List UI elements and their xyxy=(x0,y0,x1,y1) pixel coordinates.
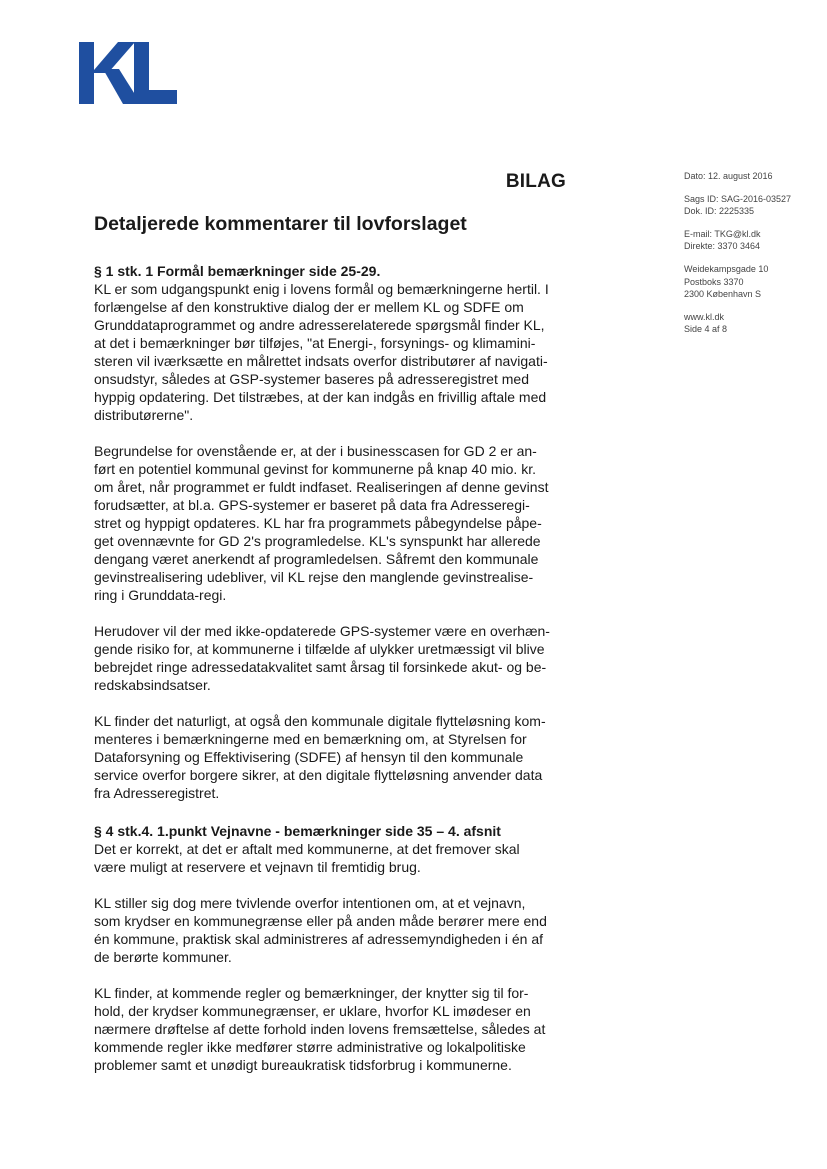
meta-block xyxy=(684,193,824,218)
kl-logo-mark xyxy=(79,42,177,104)
text-line: Det er korrekt, at det er aftalt med kommunerne, at det fremover skal xyxy=(94,841,520,857)
text-line: én kommune, praktisk skal administreres af adressemyndigheden i én af xyxy=(94,931,543,947)
paragraph xyxy=(94,840,584,876)
meta-row: 2300 København S xyxy=(684,289,762,300)
text-line: bebrejdet ringe adressedatakvalitet samt årsag til forsinkede akut- og be- xyxy=(94,659,547,675)
paragraph xyxy=(94,622,584,694)
meta-row: www.kl.dk xyxy=(684,311,725,322)
text-line: gevinstrealisering udebliver, vil KL rejse den manglende gevinstrealise- xyxy=(94,569,534,585)
section xyxy=(94,262,584,802)
text-line: ring i Grunddata-regi. xyxy=(94,587,227,603)
paragraph xyxy=(94,984,584,1074)
text-line: fra Adresseregistret. xyxy=(94,785,220,801)
meta-row: Dato: 12. august 2016 xyxy=(684,171,773,181)
text-line: problemer samt et unødigt bureaukratisk tidsforbrug i kommunerne. xyxy=(94,1057,512,1073)
meta-block xyxy=(684,263,824,301)
paragraph xyxy=(94,280,584,424)
text-line: distributørerne". xyxy=(94,407,194,423)
meta-row: Sags ID: SAG-2016-03527 xyxy=(684,193,792,204)
section xyxy=(94,822,584,1074)
page-title: Detaljerede kommentarer til lovforslaget xyxy=(94,213,467,235)
kl-logo xyxy=(79,42,177,104)
text-line: være muligt at reservere et vejnavn til fremtidig brug. xyxy=(94,859,421,875)
text-line: forudsætter, at bl.a. GPS-systemer er baseret på data fra Adresseregi- xyxy=(94,497,530,513)
text-line: dengang været anerkendt af programledelsen. Såfremt den kommunale xyxy=(94,551,539,567)
meta-block xyxy=(684,311,824,336)
text-line: KL finder det naturligt, at også den kommunale digitale flytteløsning kom- xyxy=(94,713,546,729)
text-line: service overfor borgere sikrer, at den digitale flytteløsning anvender data xyxy=(94,767,543,783)
meta-row: E-mail: TKG@kl.dk xyxy=(684,228,761,239)
text-line: stret og hyppigt opdateres. KL har fra programmets påbegyndelse påpe- xyxy=(94,515,542,531)
text-line: KL er som udgangspunkt enig i lovens formål og bemærkningerne hertil. I xyxy=(94,281,549,297)
text-line: get ovennævnte for GD 2's programledelse. KL's synspunkt har allerede xyxy=(94,533,541,549)
section-heading: § 4 stk.4. 1.punkt Vejnavne - bemærkninger side 35 – 4. afsnit xyxy=(94,823,501,839)
bilag-label: BILAG xyxy=(505,171,566,192)
text-line: menteres i bemærkningerne med en bemærkning om, at Styrelsen for xyxy=(94,731,527,747)
text-line: KL finder, at kommende regler og bemærkninger, der knytter sig til for- xyxy=(94,985,529,1001)
section-heading: § 1 stk. 1 Formål bemærkninger side 25-29. xyxy=(94,263,381,279)
text-line: om året, når programmet er fuldt indfaset. Realiseringen af denne gevinst xyxy=(94,479,549,495)
text-line: kommende regler ikke medfører større administrative og lokalpolitiske xyxy=(94,1039,526,1055)
text-line: Herudover vil der med ikke-opdaterede GPS-systemer være en overhæn- xyxy=(94,623,550,639)
meta-row: Postboks 3370 xyxy=(684,276,744,287)
text-line: onsudstyr, således at GSP-systemer baseres på adresseregistret med xyxy=(94,371,529,387)
text-line: forlængelse af den konstruktive dialog der er mellem KL og SDFE om xyxy=(94,299,524,315)
text-line: KL stiller sig dog mere tvivlende overfor intentionen om, at et vejnavn, xyxy=(94,895,526,911)
meta-block xyxy=(684,228,824,253)
text-line: Grunddataprogrammet og andre adresserelaterede spørgsmål finder KL, xyxy=(94,317,545,333)
text-line: som krydser en kommunegrænse eller på anden måde berører mere end xyxy=(94,913,547,929)
meta-row: Side 4 af 8 xyxy=(684,324,728,335)
meta-row: Weidekampsgade 10 xyxy=(684,263,769,274)
text-line: steren vil iværksætte en målrettet indsats overfor distributører af navigati- xyxy=(94,353,548,369)
meta-block xyxy=(684,170,824,183)
text-line: nærmere drøftelse af dette forhold inden lovens fremsættelse, således at xyxy=(94,1021,546,1037)
document-meta-sidebar xyxy=(684,170,824,346)
text-line: Dataforsyning og Effektivisering (SDFE) af hensyn til den kommunale xyxy=(94,749,524,765)
text-line: Begrundelse for ovenstående er, at der i businesscasen for GD 2 er an- xyxy=(94,443,537,459)
text-line: hyppig opdatering. Det tilstræbes, at der kan indgås en frivillig aftale med xyxy=(94,389,547,405)
paragraph xyxy=(94,894,584,966)
meta-row: Direkte: 3370 3464 xyxy=(684,241,761,252)
text-line: redskabsindsatser. xyxy=(94,677,211,693)
text-line: hold, der krydser kommunegrænser, er uklare, hvorfor KL imødeser en xyxy=(94,1003,531,1019)
paragraph xyxy=(94,712,584,802)
text-line: de berørte kommuner. xyxy=(94,949,232,965)
main-content xyxy=(94,262,584,1094)
text-line: at det i bemærkninger bør tilføjes, "at Energi-, forsynings- og klimamini- xyxy=(94,335,536,351)
text-line: gende risiko for, at kommunerne i tilfælde af ulykker uretmæssigt vil blive xyxy=(94,641,545,657)
meta-row: Dok. ID: 2225335 xyxy=(684,206,755,217)
paragraph xyxy=(94,442,584,604)
text-line: ført en potentiel kommunal gevinst for kommunerne på knap 40 mio. kr. xyxy=(94,461,536,477)
